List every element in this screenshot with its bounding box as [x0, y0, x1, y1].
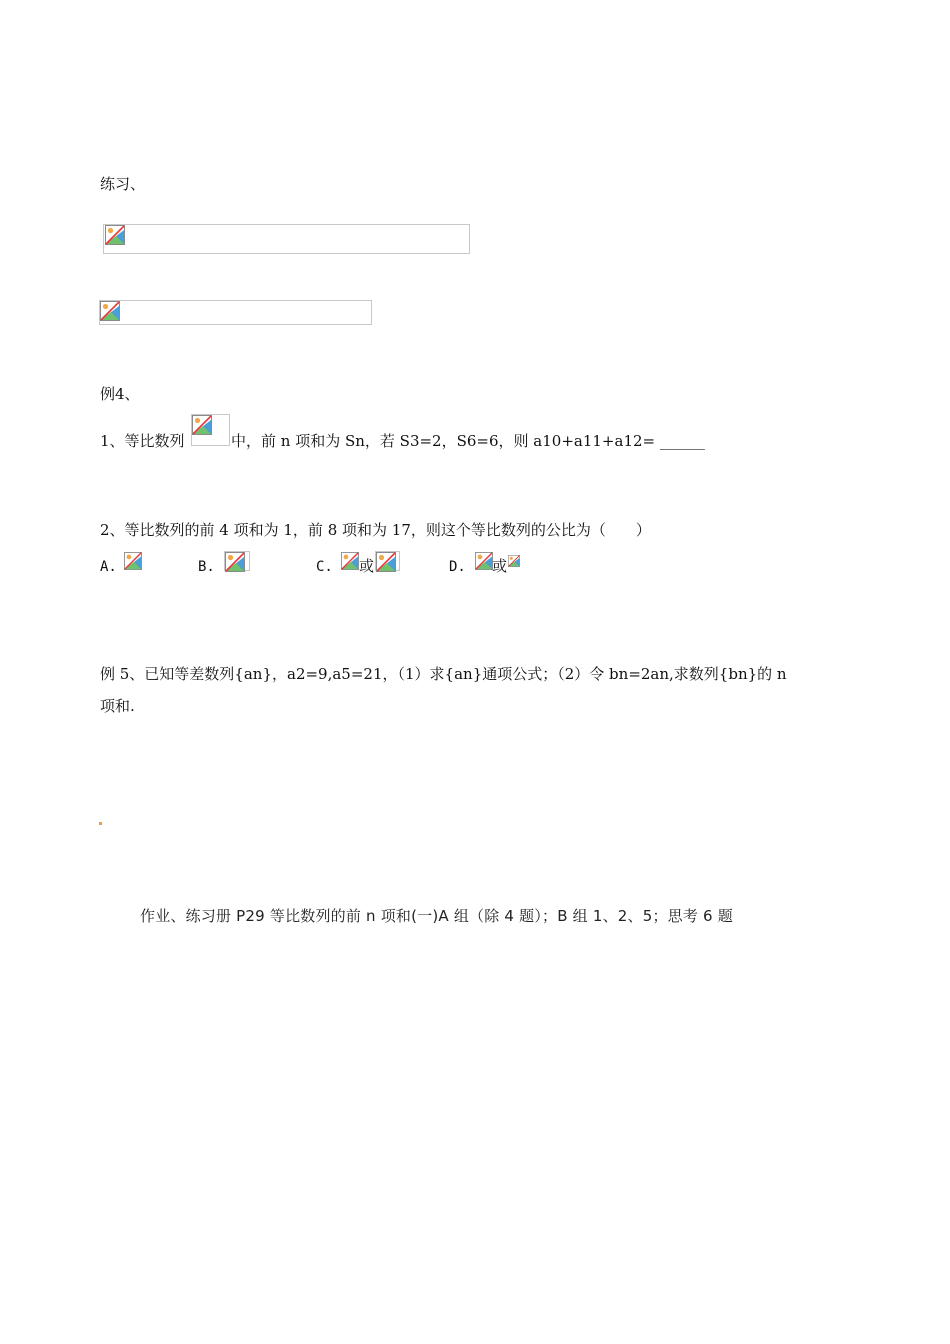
option-d-image-1-icon [475, 551, 493, 571]
question-2-text: 2、等比数列的前 4 项和为 1，前 8 项和为 17，则这个等比数列的公比为（ ） [100, 521, 651, 539]
option-c-image-1-icon [341, 551, 359, 571]
option-d-or: 或 [492, 557, 508, 575]
image-placeholder-2 [99, 300, 372, 325]
option-c-or: 或 [359, 557, 375, 575]
broken-image-icon [225, 552, 245, 572]
broken-image-icon [100, 301, 120, 321]
option-c-letter: C. [316, 559, 333, 575]
option-a-letter: A. [100, 559, 117, 575]
example5-line-1: 例 5、已知等差数列{an}，a2=9,a5=21，（1）求{an}通项公式；（2）令 bn=2an,求数列{bn}的 n [100, 665, 787, 683]
question-1-prefix: 1、等比数列 [100, 432, 185, 450]
option-b-letter: B. [198, 559, 215, 575]
broken-image-icon [376, 552, 396, 572]
broken-image-icon [192, 415, 212, 435]
example4-label: 例4、 [100, 385, 140, 403]
image-placeholder-1 [103, 224, 470, 254]
option-a-image-icon [124, 551, 142, 571]
homework-text: 作业、练习册 P29 等比数列的前 n 项和(一)A 组（除 4 题）；B 组 1、2、5；思考 6 题 [140, 907, 733, 925]
marker-dot [99, 822, 102, 825]
broken-image-icon [105, 225, 125, 245]
example5-line-2: 项和. [100, 697, 135, 715]
option-d-image-2-icon [508, 551, 520, 571]
image-placeholder-sequence [191, 414, 230, 446]
practice-label: 练习、 [100, 175, 146, 193]
option-c-image-2 [375, 551, 400, 571]
question-1-suffix: 中，前 n 项和为 Sn，若 S3=2，S6=6，则 a10+a11+a12= ______ [231, 432, 705, 450]
option-d-letter: D. [449, 559, 466, 575]
option-b-image [224, 551, 250, 571]
